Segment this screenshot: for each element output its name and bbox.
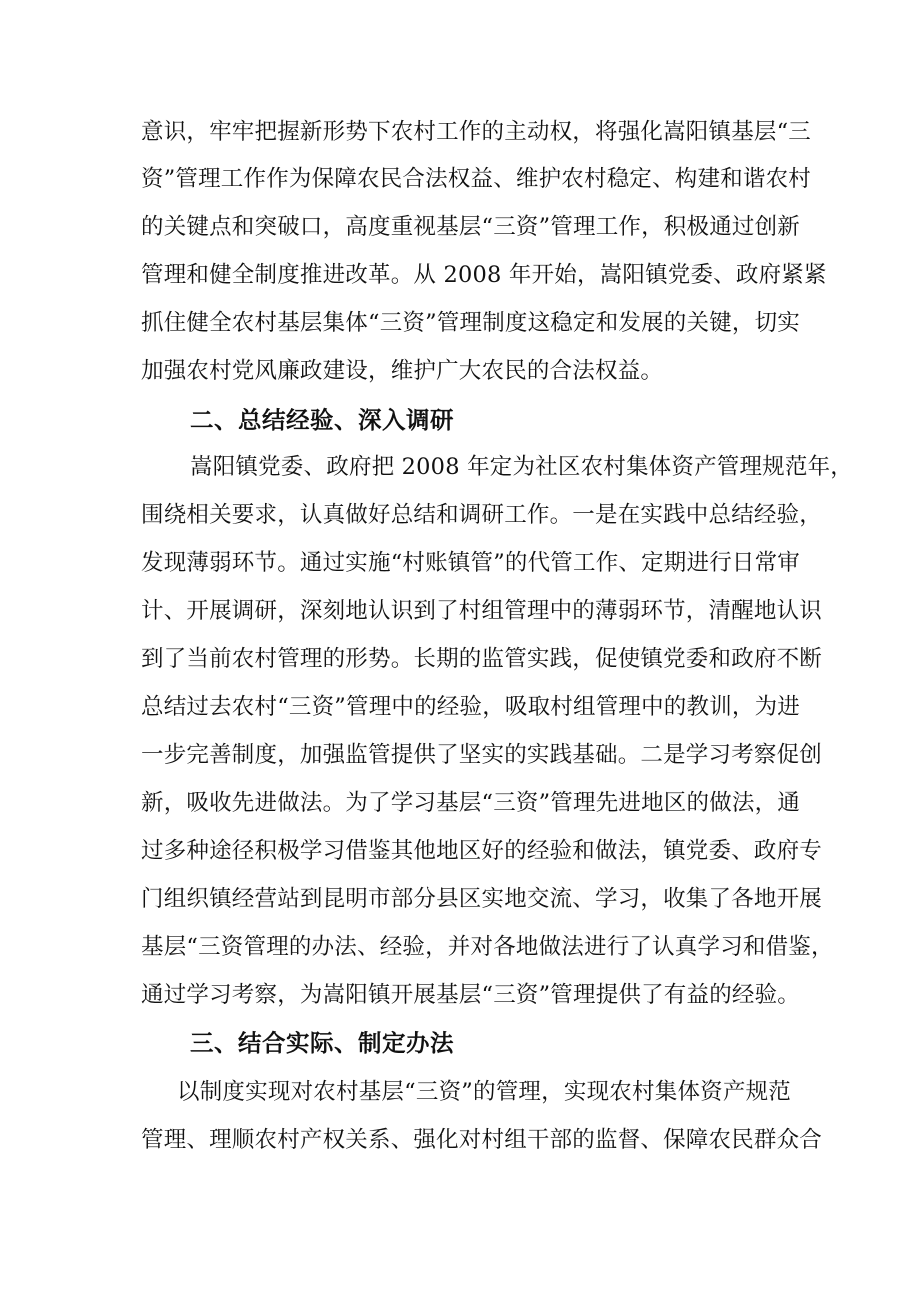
paragraph-2-line-7: 一步完善制度，加强监管提供了坚实的实践基础。二是学习考察促创 <box>141 742 823 768</box>
paragraph-2-line-3: 发现薄弱环节。通过实施“村账镇管”的代管工作、定期进行日常审 <box>141 550 801 576</box>
paragraph-2-line-11: 基层“三资管理的办法、经验，并对各地做法进行了认真学习和借鉴， <box>141 934 834 960</box>
paragraph-2-line-10: 门组织镇经营站到昆明市部分县区实地交流、学习，收集了各地开展 <box>141 886 823 912</box>
paragraph-2-line-2: 围绕相关要求，认真做好总结和调研工作。一是在实践中总结经验， <box>141 502 823 528</box>
paragraph-1-line-3: 的关键点和突破口，高度重视基层“三资”管理工作，积极通过创新 <box>141 214 801 240</box>
paragraph-2-line-4: 计、开展调研，深刻地认识到了村组管理中的薄弱环节，清醒地认识 <box>141 598 823 624</box>
section-heading-2: 二、总结经验、深入调研 <box>190 406 454 434</box>
paragraph-1-line-6: 加强农村党风廉政建设，维护广大农民的合法权益。 <box>141 358 664 384</box>
paragraph-2-line-12: 通过学习考察，为嵩阳镇开展基层“三资”管理提供了有益的经验。 <box>141 982 801 1008</box>
paragraph-1-line-2: 资”管理工作作为保障农民合法权益、维护农村稳定、构建和谐农村 <box>141 166 812 192</box>
paragraph-2-line-1: 嵩阳镇党委、政府把 2008 年定为社区农村集体资产管理规范年， <box>190 454 853 480</box>
paragraph-1-line-5: 抓住健全农村基层集体“三资”管理制度这稳定和发展的关键，切实 <box>141 310 801 336</box>
paragraph-3-line-1: 以制度实现对农村基层“三资”的管理，实现农村集体资产规范 <box>177 1079 791 1105</box>
paragraph-3-line-2: 管理、理顺农村产权关系、强化对村组干部的监督、保障农民群众合 <box>141 1127 823 1153</box>
paragraph-2-line-5: 到了当前农村管理的形势。长期的监管实践，促使镇党委和政府不断 <box>141 646 823 672</box>
section-heading-3: 三、结合实际、制定办法 <box>190 1029 454 1057</box>
paragraph-2-line-8: 新，吸收先进做法。为了学习基层“三资”管理先进地区的做法，通 <box>141 790 801 816</box>
paragraph-2-line-6: 总结过去农村“三资”管理中的经验，吸取村组管理中的教训，为进 <box>141 694 801 720</box>
paragraph-1-line-4: 管理和健全制度推进改革。从 2008 年开始，嵩阳镇党委、政府紧紧 <box>141 262 827 288</box>
paragraph-2-line-9: 过多种途径积极学习借鉴其他地区好的经验和做法，镇党委、政府专 <box>141 838 823 864</box>
paragraph-1-line-1: 意识，牢牢把握新形势下农村工作的主动权，将强化嵩阳镇基层“三 <box>141 119 812 145</box>
